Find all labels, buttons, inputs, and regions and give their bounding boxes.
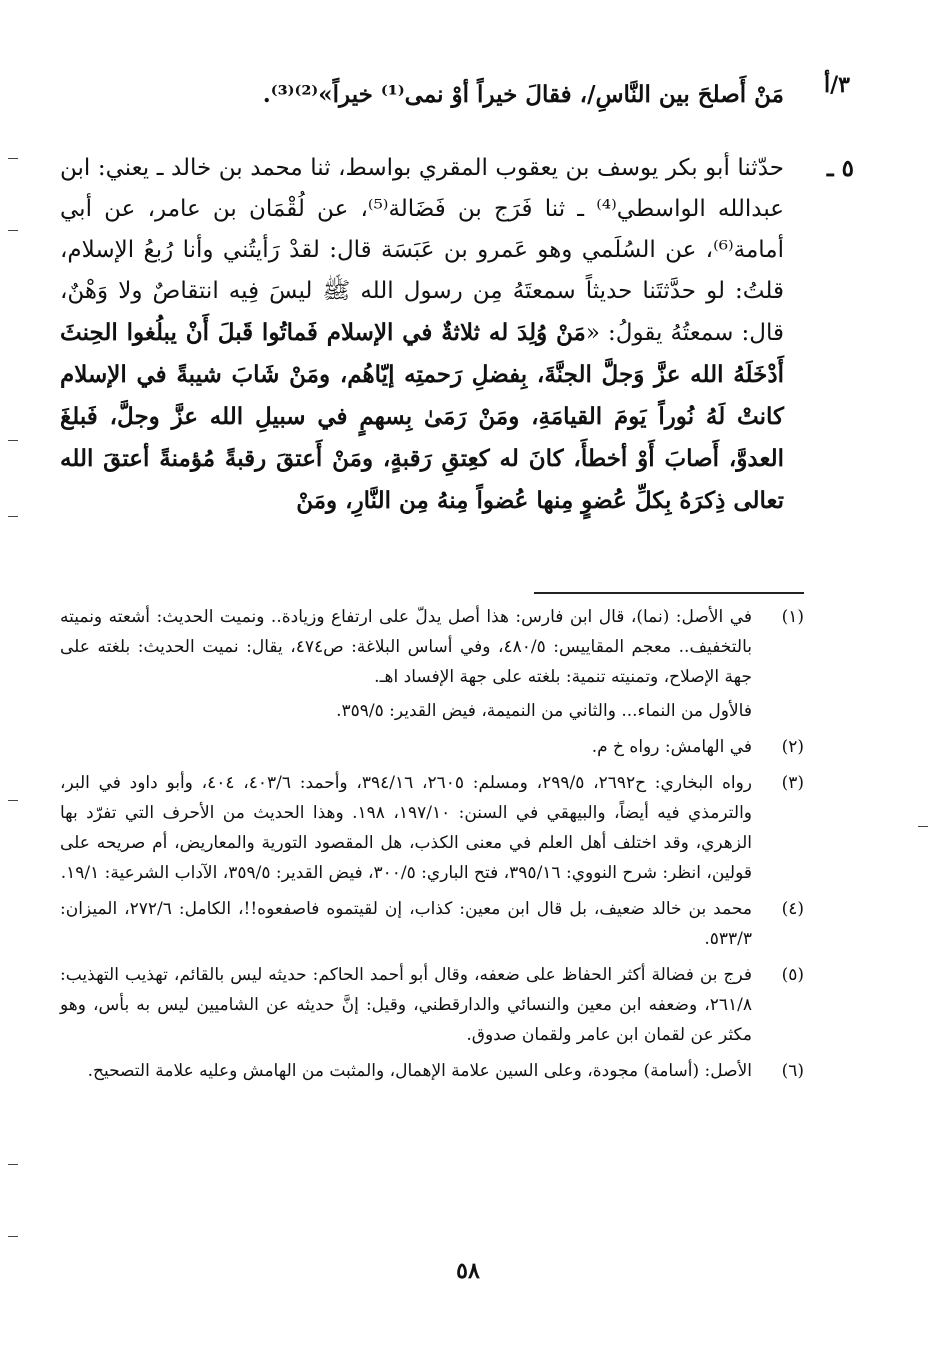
footnote-4	[60, 894, 804, 954]
scan-margin-mark	[8, 1236, 18, 1237]
scan-margin-mark	[918, 826, 928, 827]
footnote-3	[60, 768, 804, 888]
scan-margin-mark	[8, 800, 18, 801]
footnote-text: في الهامش: رواه خ م.	[591, 737, 752, 757]
scan-margin-mark	[8, 230, 18, 231]
hadith-narration: حدّثنا أبو بكر يوسف بن يعقوب المقري بواسط، ثنا محمد بن خالد ـ يعني: ابن عبدالله الواسطي⁽⁴⁾ ـ ثنا فَرَج بن فَضَالة⁽⁵⁾، عن لُقْمَان بن عامر، عن أبي أمامة⁽⁶⁾، عن السُلَمي وهو عَمرو بن عَبَسَة قال: لقدْ رَأيتُني وأنا رُبعُ الإسلام، قلتُ: لو حدَّثتَنا حديثاً سمعتَهُ مِن رسول الله ﷺ ليسَ فِيه انتقاصٌ ولا وَهْنٌ، قال: سمعتُهُ يقولُ: «	[60, 155, 785, 346]
footnotes	[60, 602, 804, 1092]
footnote-number: (٤)	[781, 899, 804, 919]
footnote-6	[60, 1056, 804, 1086]
footnote-2	[60, 732, 804, 762]
footnote-text: الأصل: (أسامة) مجودة، وعلى السين علامة الإهمال، والمثبت من الهامش وعليه علامة التصحيح.	[87, 1061, 752, 1081]
footnote-number: (١)	[781, 607, 804, 627]
hadith-continuation-line: مَنْ أَصلحَ بين النَّاسِ/، فقالَ خيراً أوْ نمى⁽¹⁾ خيراً»⁽²⁾⁽³⁾.	[262, 81, 784, 108]
hadith-text	[60, 148, 784, 522]
scan-margin-mark	[8, 158, 18, 159]
hadith-block	[60, 148, 854, 522]
footnote-number: (٢)	[781, 737, 804, 757]
scan-margin-mark	[8, 516, 18, 517]
scan-margin-mark	[8, 440, 18, 441]
footnote-text: في الأصل: (نما)، قال ابن فارس: هذا أصل يدلّ على ارتفاع وزيادة.. ونميت الحديث: أشعته ونميته بالتخفيف.. معجم المقاييس: ٤٨٠/٥، وفي أساس البلاغة: ص٤٧٤، يقال: نميت الحديث: بلغته على جهة الإصلاح، وتمنيته تنمية: بلغته على جهة الإفساد اهـ.	[60, 607, 752, 687]
footnote-number: (٣)	[781, 773, 804, 793]
footnote-separator	[534, 592, 804, 594]
footnote-text: فرج بن فضالة أكثر الحفاظ على ضعفه، وقال أبو أحمد الحاكم: حديثه ليس بالقائم، تهذيب التهذيب: ٢٦١/٨، وضعفه ابن معين والنسائي والدارقطني، وقيل: إنَّ حديثه عن الشاميين ليس به بأس، وهو مكثر عن لقمان ابن عامر ولقمان صدوق.	[60, 965, 752, 1045]
footnote-1	[60, 602, 804, 726]
footnote-number: (٦)	[781, 1061, 804, 1081]
margin-folio-reference: ٣/أ	[824, 72, 850, 98]
footnote-5	[60, 960, 804, 1050]
hadith-number: ٥ ـ	[826, 155, 854, 182]
footnote-text-continued: فالأول من النماء... والثاني من النميمة، فيض القدير: ٣٥٩/٥.	[336, 701, 752, 721]
footnote-text: محمد بن خالد ضعيف، بل قال ابن معين: كذاب، إن لقيتموه فاصفعوه!!، الكامل: ٢٧٢/٦، الميزان: ٥٣٣/٣.	[60, 899, 752, 949]
footnote-number: (٥)	[781, 965, 804, 985]
hadith-matn: مَنْ وُلِدَ له ثلاثةٌ في الإسلام فَماتُوا قَبلَ أَنْ يبلُغوا الحِنثَ أَدْخَلَهُ الله عزَّ وَجلَّ الجنَّةَ، بِفضلِ رَحمتِه إيّاهُم، ومَنْ شَابَ شيبةً في الإسلام كانتْ لَهُ نُوراً يَومَ القيامَةِ، ومَنْ رَمَىٰ بِسهمٍ في سبيلِ الله عزَّ وجلَّ، فَبلغَ العدوَّ، أَصابَ أَوْ أخطأَ، كانَ له كعِتقِ رَقبةٍ، ومَنْ أَعتقَ رقبةً مُؤمنةً أعتقَ الله تعالى ذِكرَهُ بِكلِّ عُضوٍ مِنها عُضواً مِنهُ مِن النَّارِ، ومَنْ	[60, 319, 784, 514]
footnote-text: رواه البخاري: ح٢٦٩٢، ٢٩٩/٥، ومسلم: ٢٦٠٥، ٣٩٤/١٦، وأحمد: ٤٠٣/٦، ٤٠٤، وأبو داود في البر، والترمذي فيه أيضاً، والبيهقي في السنن: ١٩٧/١٠، ١٩٨. وهذا الحديث من الأحرف التي تفرّد بها الزهري، وقد اختلف أهل العلم في معنى الكذب، هل المقصود التورية والمعاريض، أم صريحه على قولين، انظر: شرح النووي: ٣٩٥/١٦، فتح الباري: ٣٠٠/٥، فيض القدير: ٣٥٩/٥، الآداب الشرعية: ١٩/١.	[60, 773, 753, 883]
page-number: ٥٨	[456, 1258, 480, 1284]
scan-margin-mark	[8, 1164, 18, 1165]
